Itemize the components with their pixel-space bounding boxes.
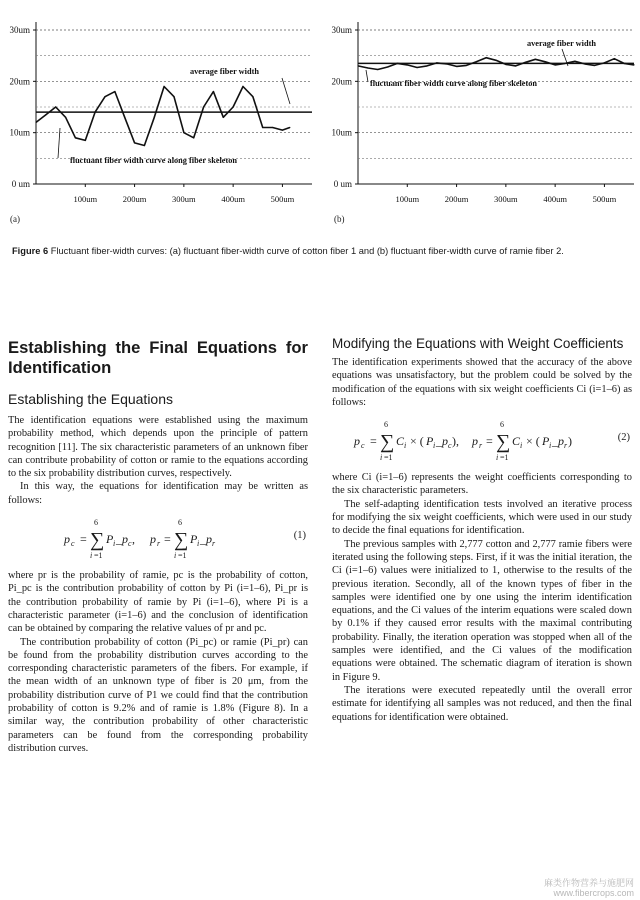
paragraph: where pr is the probability of ramie, pc is the probability of cotton, Pi_pc is the contribution probability of cotton by Pi (i=1–6), Pi_pr is the contribution probability of ramie by Pi (i=1–6), where Pi is a characteristic parameter (i=1–6) and the conclusion of identification can be obtained by comparing the relative values of pr and pc. [8,570,308,635]
svg-text:∑: ∑ [380,431,395,454]
equation-1-number: (1) [293,530,306,542]
chart-panel-a [0,8,320,218]
data-point [55,106,56,107]
y-tick-label: 0 um [11,179,30,189]
fiber-width-curve [36,87,290,146]
figure-caption [12,244,628,258]
data-point [173,96,174,97]
data-point [486,57,487,58]
svg-text:=: = [164,532,171,547]
y-tick-label: 0 um [333,179,352,189]
svg-text:,: , [132,532,135,547]
svg-text:6: 6 [94,518,98,528]
left-column [8,330,308,755]
data-point [45,114,46,115]
svg-text:p: p [122,532,128,547]
data-point [584,63,585,64]
svg-text:i: i [496,453,499,463]
svg-text:i: i [433,441,436,451]
data-point [466,65,467,66]
x-tick-label: 200um [122,194,147,204]
data-point [223,117,224,118]
data-point [134,142,135,143]
svg-text:_: _ [552,434,558,449]
svg-text:p: p [472,434,478,449]
svg-text:× (: × ( [410,434,424,449]
paragraph: where Ci (i=1–6) represents the weight coefficients corresponding to the six characteristic parameters. [332,472,632,497]
svg-text:i: i [197,539,200,549]
caption-text: Fluctuant fiber-width curves: (a) fluctuant fiber-width curve of cotton fiber 1 and (b) fluctuant fiber-width curve of ramie fiber 2. [50,246,564,256]
annotation-leader [366,70,368,82]
section-title: Establishing the Final Equations for Identification [8,338,308,377]
data-point [272,127,273,128]
annotation-average: average fiber width [527,39,596,48]
svg-text:r: r [157,539,161,549]
paragraph: The identification experiments showed that the accuracy of the above equations was unsatisfactory, but the problem could be solved by the modification of the equations with six weight coefficients Ci (i=1–6) as follows: [332,357,632,408]
chart-panel-b [322,8,640,218]
x-tick-label: 500um [270,194,295,204]
equation-2-formula [332,415,602,465]
x-tick-label: 400um [543,194,567,204]
svg-text:P: P [426,434,434,449]
data-point [417,67,418,68]
y-tick-label: 10um [331,127,352,138]
svg-text:p: p [206,532,212,547]
data-point [203,106,204,107]
equation-1 [8,513,308,563]
paragraph: The identification equations were established using the maximum probability method, which depends upon the principle of pattern recognition [11]. The six characteristic parameters of an unknown fiber can contribute probability of cotton or ramie to the equations according to the six probability distribution curves, respectively. [8,415,308,480]
y-tick-label: 20um [331,76,352,87]
data-point [193,137,194,138]
svg-text:=1: =1 [384,453,393,463]
svg-text:=1: =1 [94,551,103,561]
data-point [436,62,437,63]
svg-text:c: c [128,539,132,549]
data-point [114,91,115,92]
svg-text:r: r [212,539,216,549]
equation-2-number: (2) [617,432,630,444]
watermark [544,878,634,898]
svg-text:_: _ [200,532,206,547]
data-point [242,86,243,87]
paragraph: The self-adapting identification tests involved an iterative process for modifying the six weight coefficients, which were used in our study to decide the final equations for identification. [332,498,632,537]
data-point [446,63,447,64]
svg-text:_: _ [116,532,122,547]
annotation-curve: fluctuant fiber width curve along fiber skeleton [370,79,538,88]
y-tick-label: 30um [331,25,352,35]
data-point [75,137,76,138]
svg-text:i: i [174,551,177,561]
equation-1-formula [8,513,278,563]
paragraph: The previous samples with 2,777 cotton and 2,777 ramie fibers were iterated using the following steps. First, if it was the initial iteration, the Ci (i=1–6) values were initialized to 1, otherwise to the results of the previous iteration. Secondly, all of the known types of fiber in the samples were identified one by one using the interim identification equations, and the Ci values of the interim equations were scaled down by 0.1% if they caused error results with the maximal contributing probability. Finally, the iteration operation was stopped when all of the samples were identified, and the Ci values of the modification equations were obtained. The schematic diagram of iteration is shown in Figure 9. [332,538,632,683]
svg-text:c: c [71,539,75,549]
svg-text:=1: =1 [178,551,187,561]
data-point [35,122,36,123]
svg-text:r: r [564,441,568,451]
watermark-line1: 麻类作物营养与施肥网 [543,878,634,888]
x-tick-label: 500um [592,194,617,204]
svg-text:p: p [150,532,156,547]
panel-b-label: (b) [334,214,345,224]
data-point [535,59,536,60]
data-point [252,96,253,97]
svg-text:p: p [64,532,70,547]
paragraph: In this way, the equations for identification may be written as follows: [8,481,308,506]
svg-text:i: i [113,539,116,549]
subsection-title: Establishing the Equations [8,391,173,407]
svg-text:6: 6 [384,420,388,430]
svg-text:∑: ∑ [496,431,511,454]
data-point [262,127,263,128]
data-point [495,60,496,61]
annotation-leader [58,128,60,158]
x-tick-label: 100um [73,194,98,204]
svg-text:P: P [542,434,550,449]
data-point [397,63,398,64]
svg-text:p: p [442,434,448,449]
annotation-average: average fiber width [190,67,259,76]
svg-text:∑: ∑ [174,529,189,552]
data-point [545,61,546,62]
subsection-title: Modifying the Equations with Weight Coefficients [332,336,624,351]
data-point [357,65,358,66]
data-point [456,66,457,67]
svg-text:× (: × ( [526,434,540,449]
data-point [95,112,96,113]
svg-text:i: i [520,441,523,451]
annotation-curve: fluctuant fiber width curve along fiber skeleton [70,156,238,165]
svg-text:=1: =1 [500,453,509,463]
svg-text:=: = [370,434,377,449]
y-tick-label: 10um [9,127,30,138]
svg-text:r: r [479,441,483,451]
svg-text:c: c [448,441,452,451]
data-point [387,66,388,67]
paragraph: The contribution probability of cotton (Pi_pc) or ramie (Pi_pr) can be found from the probability distribution curves according to the corresponding characteristic parameters of the fibers. For example, if the mean width of an unknown type of fiber is 20 μm, from the probability distribution curve of P1 we could find that the contribution probability of cotton is 9.2% and of ramie is 1.8% (Figure 8). In a similar way, the contribution probability of other characteristic parameters can be found from the corresponding probability distribution curves. [8,636,308,754]
svg-text:p: p [558,434,564,449]
svg-text:i: i [549,441,552,451]
figure-6 [0,0,640,240]
data-point [289,127,290,128]
data-point [154,117,155,118]
svg-text:6: 6 [178,518,182,528]
x-tick-label: 400um [221,194,245,204]
data-point [604,62,605,63]
paragraph: The iterations were executed repeatedly until the overall error estimate for identifying all samples was not reduced, and then the final equations for identification were obtained. [332,684,632,723]
data-point [476,61,477,62]
data-point [367,67,368,68]
svg-text:): ) [568,434,572,449]
data-point [574,61,575,62]
svg-text:P: P [190,532,198,547]
data-point [564,63,565,64]
svg-text:i: i [404,441,407,451]
data-point [164,86,165,87]
data-point [525,62,526,63]
y-tick-label: 20um [9,76,30,87]
caption-label: Figure 6 [12,246,49,256]
svg-text:),: ), [452,434,459,449]
data-point [104,96,105,97]
right-column [332,330,632,724]
data-point [282,130,283,131]
data-point [233,106,234,107]
svg-text:C: C [396,434,405,449]
x-tick-label: 200um [444,194,469,204]
y-tick-label: 30um [9,25,30,35]
x-tick-label: 300um [172,194,196,204]
svg-text:P: P [106,532,114,547]
svg-text:=: = [80,532,87,547]
data-point [594,65,595,66]
svg-text:c: c [361,441,365,451]
data-point [633,64,634,65]
data-point [624,63,625,64]
data-point [183,132,184,133]
svg-text:i: i [90,551,93,561]
equation-2 [332,415,632,465]
svg-text:C: C [512,434,521,449]
annotation-leader [282,78,290,104]
data-point [213,91,214,92]
data-point [555,64,556,65]
data-point [124,117,125,118]
svg-text:i: i [380,453,383,463]
watermark-line2: www.fibercrops.com [553,888,634,898]
svg-text:=: = [486,434,493,449]
data-point [515,65,516,66]
data-point [614,58,615,59]
data-point [407,64,408,65]
x-tick-label: 300um [494,194,518,204]
data-point [426,65,427,66]
svg-text:p: p [354,434,360,449]
svg-text:_: _ [436,434,442,449]
data-point [85,140,86,141]
svg-text:∑: ∑ [90,529,105,552]
svg-text:6: 6 [500,420,504,430]
data-point [65,117,66,118]
data-point [377,69,378,70]
data-point [505,64,506,65]
data-point [144,145,145,146]
x-tick-label: 100um [395,194,420,204]
panel-a-label: (a) [10,214,20,224]
